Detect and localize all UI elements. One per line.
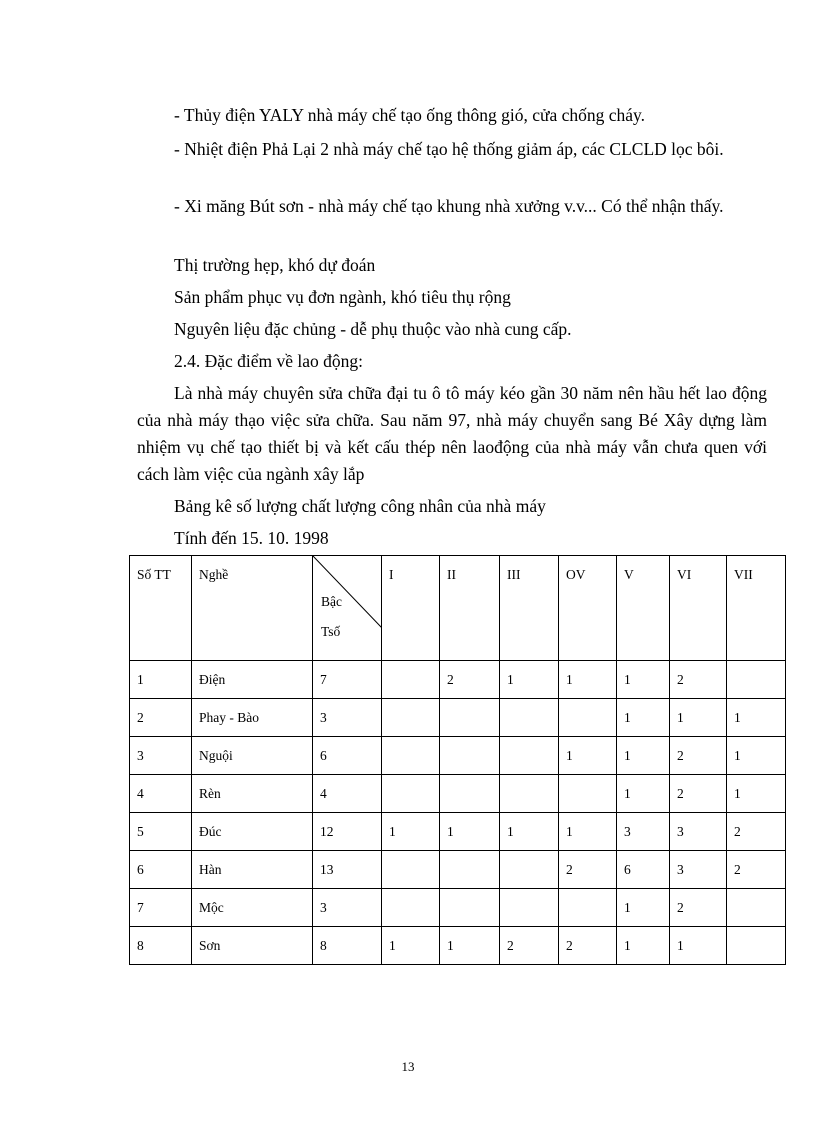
table-cell: 1 xyxy=(670,699,727,737)
header-level-iii: III xyxy=(500,556,559,661)
page-number: 13 xyxy=(401,1059,415,1074)
table-cell xyxy=(727,661,786,699)
table-cell: 1 xyxy=(617,889,670,927)
header-bac-tso xyxy=(313,556,382,661)
table-cell: 2 xyxy=(727,813,786,851)
table-cell xyxy=(500,737,559,775)
table-cell xyxy=(500,775,559,813)
table-cell xyxy=(500,889,559,927)
header-bac: Bậc xyxy=(321,594,342,609)
table-cell: 2 xyxy=(670,661,727,699)
header-stt: Số TT xyxy=(130,556,192,661)
table-cell: 1 xyxy=(382,927,440,965)
table-cell xyxy=(440,699,500,737)
table-cell: 3 xyxy=(617,813,670,851)
table-cell: 1 xyxy=(440,813,500,851)
table-cell: 7 xyxy=(130,889,192,927)
worker-table xyxy=(129,555,786,965)
table-cell: 2 xyxy=(670,737,727,775)
table-cell xyxy=(382,775,440,813)
table-row xyxy=(130,851,786,889)
table-cell: 6 xyxy=(130,851,192,889)
header-level-vii: VII xyxy=(727,556,786,661)
table-cell: Rèn xyxy=(192,775,313,813)
table-cell: Điện xyxy=(192,661,313,699)
table-cell xyxy=(382,699,440,737)
table-cell xyxy=(440,775,500,813)
table-cell: 1 xyxy=(617,737,670,775)
table-cell: 3 xyxy=(313,699,382,737)
table-row xyxy=(130,889,786,927)
table-cell: 1 xyxy=(727,775,786,813)
table-cell: Mộc xyxy=(192,889,313,927)
table-cell: 5 xyxy=(130,813,192,851)
table-cell: 6 xyxy=(617,851,670,889)
table-date: Tính đến 15. 10. 1998 xyxy=(174,528,329,548)
header-level-vi: VI xyxy=(670,556,727,661)
paragraph-but-son: - Xi măng Bút sơn - nhà máy chế tạo khung nhà xưởng v.v... Có thể nhận thấy. xyxy=(174,196,724,216)
table-cell: 3 xyxy=(130,737,192,775)
table-cell: 1 xyxy=(617,927,670,965)
table-cell: 2 xyxy=(727,851,786,889)
table-cell xyxy=(500,699,559,737)
paragraph-yaly: - Thủy điện YALY nhà máy chế tạo ống thông gió, cửa chống cháy. xyxy=(174,105,646,125)
table-cell xyxy=(440,737,500,775)
line-material: Nguyên liệu đặc chủng - dễ phụ thuộc vào nhà cung cấp. xyxy=(174,319,572,339)
table-row xyxy=(130,661,786,699)
table-cell: 8 xyxy=(130,927,192,965)
table-cell xyxy=(559,889,617,927)
table-cell: 1 xyxy=(130,661,192,699)
table-cell: 1 xyxy=(727,737,786,775)
table-caption: Bảng kê số lượng chất lượng công nhân của nhà máy xyxy=(174,496,546,516)
table-cell: Nguội xyxy=(192,737,313,775)
table-cell xyxy=(500,851,559,889)
table-cell: 1 xyxy=(440,927,500,965)
table-cell: 1 xyxy=(617,775,670,813)
table-row xyxy=(130,813,786,851)
table-cell xyxy=(382,737,440,775)
table-cell xyxy=(559,775,617,813)
table-cell: 4 xyxy=(313,775,382,813)
line-market: Thị trường hẹp, khó dự đoán xyxy=(174,255,376,275)
table-cell: 8 xyxy=(313,927,382,965)
table-cell xyxy=(382,661,440,699)
section-heading: 2.4. Đặc điểm về lao động: xyxy=(174,351,364,371)
header-nghe: Nghề xyxy=(192,556,313,661)
table-cell: 1 xyxy=(382,813,440,851)
table-cell: 1 xyxy=(727,699,786,737)
table-cell: 1 xyxy=(500,813,559,851)
table-cell: 2 xyxy=(500,927,559,965)
paragraph-labor: Là nhà máy chuyên sửa chữa đại tu ô tô máy kéo gần 30 năm nên hầu hết lao động của nhà máy thạo việc sửa chữa. Sau năm 97, nhà máy chuyển sang Bé Xây dựng làm nhiệm vụ chế tạo thiết bị và kết cấu thép nên laođộng của nhà máy vẫn chưa quen với cách làm việc của ngành xây lắp xyxy=(137,383,767,484)
table-cell xyxy=(559,699,617,737)
table-row xyxy=(130,927,786,965)
table-cell: 2 xyxy=(670,889,727,927)
table-row xyxy=(130,737,786,775)
table-cell: 2 xyxy=(559,851,617,889)
header-level-ov: OV xyxy=(559,556,617,661)
table-cell: 2 xyxy=(559,927,617,965)
table-cell xyxy=(382,851,440,889)
line-product: Sản phẩm phục vụ đơn ngành, khó tiêu thụ rộng xyxy=(174,287,511,307)
table-cell: 13 xyxy=(313,851,382,889)
table-cell: 1 xyxy=(617,699,670,737)
table-cell: 6 xyxy=(313,737,382,775)
table-row xyxy=(130,699,786,737)
table-cell: 3 xyxy=(670,851,727,889)
table-cell: 2 xyxy=(670,775,727,813)
table-cell xyxy=(382,889,440,927)
table-cell: Sơn xyxy=(192,927,313,965)
table-cell: 1 xyxy=(500,661,559,699)
table-cell: 2 xyxy=(130,699,192,737)
table-cell: 1 xyxy=(559,737,617,775)
table-cell: 3 xyxy=(313,889,382,927)
header-tso: Tsố xyxy=(321,624,341,639)
table-cell xyxy=(440,851,500,889)
table-cell xyxy=(440,889,500,927)
header-level-i: I xyxy=(382,556,440,661)
table-cell: 12 xyxy=(313,813,382,851)
table-cell: 3 xyxy=(670,813,727,851)
table-cell: 7 xyxy=(313,661,382,699)
table-cell: 1 xyxy=(670,927,727,965)
table-cell: 1 xyxy=(559,661,617,699)
paragraph-pha-lai: - Nhiệt điện Phả Lại 2 nhà máy chế tạo hệ thống giảm áp, các CLCLD lọc bôi. xyxy=(174,139,724,159)
header-level-v: V xyxy=(617,556,670,661)
table-cell: 1 xyxy=(617,661,670,699)
table-cell: 4 xyxy=(130,775,192,813)
table-cell: Phay - Bào xyxy=(192,699,313,737)
table-cell xyxy=(727,927,786,965)
table-cell: 1 xyxy=(559,813,617,851)
table-cell: 2 xyxy=(440,661,500,699)
table-cell: Hàn xyxy=(192,851,313,889)
table-row xyxy=(130,775,786,813)
table-cell xyxy=(727,889,786,927)
table-cell: Đúc xyxy=(192,813,313,851)
header-level-ii: II xyxy=(440,556,500,661)
table-header-row xyxy=(130,556,786,661)
